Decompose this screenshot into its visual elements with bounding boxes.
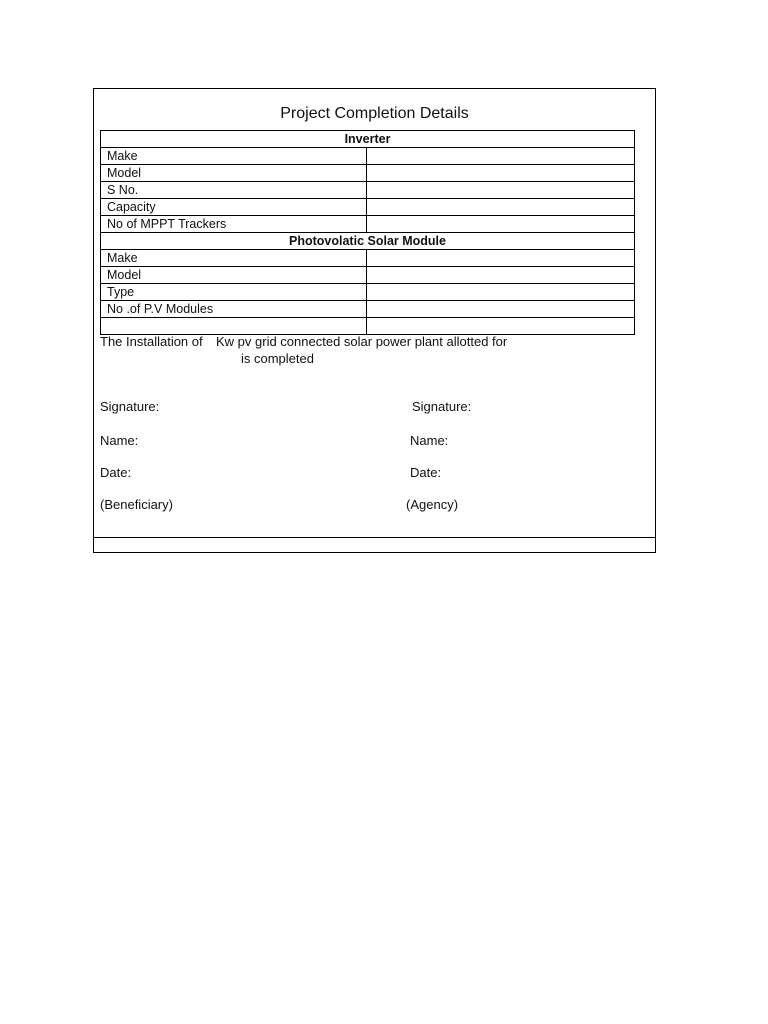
agency-name-label: Name:: [410, 433, 449, 448]
row-label: S No.: [101, 182, 367, 199]
value-cell[interactable]: [367, 199, 635, 216]
value-cell[interactable]: [367, 301, 635, 318]
inverter-section-row: [101, 131, 635, 148]
value-cell[interactable]: [367, 250, 635, 267]
value-cell[interactable]: [367, 182, 635, 199]
beneficiary-date-label: Date:: [100, 465, 132, 480]
row-label: No .of P.V Modules: [101, 301, 367, 318]
table-row: [101, 250, 635, 267]
table-row: [101, 284, 635, 301]
value-cell[interactable]: [367, 318, 635, 335]
statement-part1: The Installation of: [100, 334, 203, 349]
table-row: [101, 182, 635, 199]
row-label: Model: [101, 267, 367, 284]
value-cell[interactable]: [367, 216, 635, 233]
table-row: [101, 216, 635, 233]
row-label: Type: [101, 284, 367, 301]
table-row: [101, 318, 635, 335]
agency-signature-label: Signature:: [412, 399, 472, 414]
table-row: [101, 301, 635, 318]
value-cell[interactable]: [367, 148, 635, 165]
beneficiary-name-label: Name:: [100, 433, 139, 448]
row-label: Model: [101, 165, 367, 182]
table-row: [101, 165, 635, 182]
table-row: [101, 148, 635, 165]
completion-form: [93, 88, 656, 553]
agency-role-label: (Agency): [406, 497, 459, 512]
agency-date-label: Date:: [410, 465, 442, 480]
module-section-header: Photovolatic Solar Module: [101, 233, 635, 250]
empty-label-cell: [101, 318, 367, 335]
footer-divider: [94, 537, 655, 538]
page-title: Project Completion Details: [280, 105, 469, 122]
statement-part3: is completed: [241, 351, 314, 366]
value-cell[interactable]: [367, 165, 635, 182]
beneficiary-role-label: (Beneficiary): [100, 497, 173, 512]
beneficiary-signature-label: Signature:: [100, 399, 160, 414]
row-label: Make: [101, 148, 367, 165]
statement-part2: Kw pv grid connected solar power plant allotted for: [216, 334, 508, 349]
value-cell[interactable]: [367, 284, 635, 301]
row-label: Capacity: [101, 199, 367, 216]
row-label: No of MPPT Trackers: [101, 216, 367, 233]
table-row: [101, 199, 635, 216]
module-section-row: [101, 233, 635, 250]
table-row: [101, 267, 635, 284]
inverter-section-header: Inverter: [101, 131, 635, 148]
value-cell[interactable]: [367, 267, 635, 284]
row-label: Make: [101, 250, 367, 267]
details-table: [100, 130, 635, 335]
